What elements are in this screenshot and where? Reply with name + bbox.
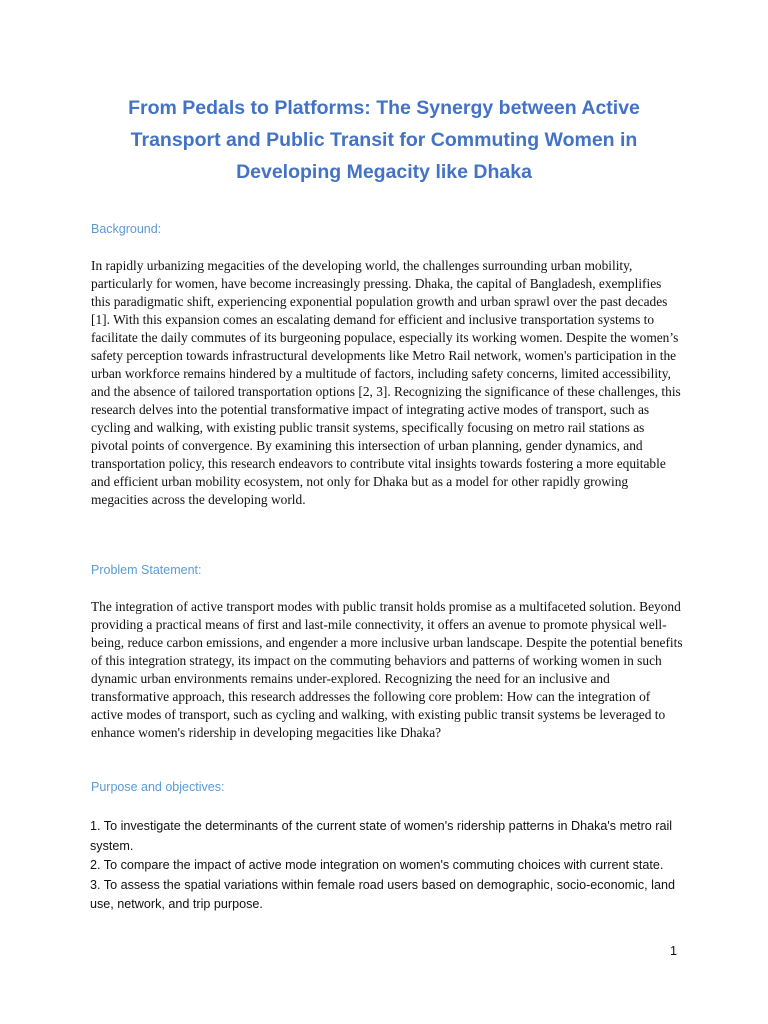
document-title: From Pedals to Platforms: The Synergy between Active Transport and Public Transit for Commuting Women in Developing Megacity like Dhaka (128, 97, 640, 183)
objectives-list (90, 817, 690, 915)
page-number: 1 (670, 944, 677, 958)
purpose-objectives-heading: Purpose and objectives: (91, 780, 225, 794)
objective-item: 1. To investigate the determinants of the current state of women's ridership patterns in Dhaka's metro rail system. (90, 819, 673, 853)
background-paragraph: In rapidly urbanizing megacities of the developing world, the challenges surrounding urban mobility, particularly for women, have become increasingly pressing. Dhaka, the capital of Bangladesh, exemplifies this paradigmatic shift, experiencing exponential population growth and urban sprawl over the past decades [1]. With this expansion comes an escalating demand for efficient and inclusive transportation systems to facilitate the daily commutes of its burgeoning populace, especially its working women. Despite the women’s safety perception towards infrastructural developments like Metro Rail network, women's participation in the urban workforce remains hindered by a multitude of factors, including safety concerns, limited accessibility, and the absence of tailored transportation options [2, 3]. Recognizing the significance of these challenges, this research delves into the potential transformative impact of integrating active modes of transport, such as cycling and walking, with existing public transit systems, specifically focusing on metro rail stations as pivotal points of convergence. By examining this intersection of urban planning, gender dynamics, and transportation policy, this research endeavors to contribute vital insights towards fostering a more equitable and efficient urban mobility ecosystem, not only for Dhaka but as a model for other rapidly growing megacities across the developing world. (91, 258, 681, 507)
problem-statement-paragraph: The integration of active transport modes with public transit holds promise as a multifaceted solution. Beyond providing a practical means of first and last-mile connectivity, it offers an avenue to promote physical well-being, reduce carbon emissions, and engender a more inclusive urban landscape. Despite the potential benefits of this integration strategy, its impact on the commuting behaviors and patterns of working women in such dynamic urban environments remains under-explored. Recognizing the need for an inclusive and transformative approach, this research addresses the following core problem: How can the integration of active modes of transport, such as cycling and walking, with existing public transit systems be leveraged to enhance women's ridership in developing megacities like Dhaka? (91, 599, 683, 740)
objective-item: 2. To compare the impact of active mode integration on women's commuting choices with current state. (90, 858, 664, 872)
background-heading: Background: (91, 222, 162, 236)
objective-item: 3. To assess the spatial variations within female road users based on demographic, socio-economic, land use, network, and trip purpose. (90, 877, 675, 911)
problem-statement-heading: Problem Statement: (91, 563, 202, 577)
